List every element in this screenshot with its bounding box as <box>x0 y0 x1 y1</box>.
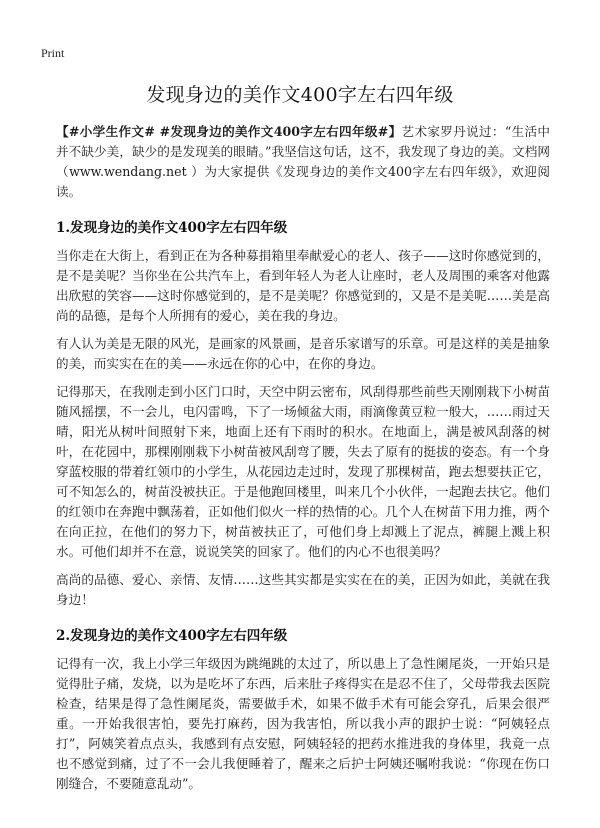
paragraph: 高尚的品德、爱心、亲情、友情……这些其实都是实实在在的美，正因为如此，美就在我身边！ <box>56 572 550 607</box>
intro-text: 艺术家罗丹说过：“生活中并不缺少美，缺少的是发现美的眼睛。”我坚信这句话，这不，我发现了身边的美。文档网（www.wendang.net ）为大家提供《发现身边的美作文400字左右四年级》，欢迎阅读。 <box>56 124 550 199</box>
section-heading-1: 1.发现身边的美作文400字左右四年级 <box>56 220 288 236</box>
paragraph: 当你走在大街上，看到正在为各种募捐箱里奉献爱心的老人、孩子——这时你感觉到的，是不是美呢？当你坐在公共汽车上，看到年轻人为老人让座时，老人及周围的乘客对他露出欣慰的笑容——这时你感觉到的，是不是美呢？你感觉到的，又是不是美呢……美是高尚的品德，是每个人所拥有的爱心，美在我的身边。 <box>56 248 550 323</box>
intro-lead: 【#小学生作文# #发现身边的美作文400字左右四年级#】 <box>56 124 402 139</box>
paragraph: 记得有一次，我上小学三年级因为跳绳跳的太过了，所以患上了急性阑尾炎，一开始只是觉得肚子痛，发烧，以为是吃坏了东西，后来肚子疼得实在是忍不住了，父母带我去医院检查，结果是得了急性阑尾炎，需要做手术，如果不做手术有可能会穿孔，后果会很严重。一开始我很害怕，要先打麻药，因为我害怕，所以我小声的跟护士说：“阿姨轻点打”，阿姨笑着点点头，我感到有点安慰，阿姨轻轻的把药水推进我的身体里，我竟一点也不感觉到痛，过了不一会儿我便睡着了，醒来之后护士阿姨还嘱咐我说：“你现在伤口刚缝合，不要随意乱动”。 <box>56 656 550 791</box>
section-heading-2: 2.发现身边的美作文400字左右四年级 <box>56 628 288 644</box>
page-title: 发现身边的美作文400字左右四年级 <box>146 84 454 106</box>
document-body <box>56 122 550 802</box>
paragraph: 有人认为美是无限的风光，是画家的风景画，是音乐家谱写的乐章。可是这样的美是抽象的美，而实实在在的美——永远在你的心中，在你的身边。 <box>56 336 550 371</box>
print-label: Print <box>41 46 65 60</box>
paragraph: 记得那天，在我刚走到小区门口时，天空中阴云密布，风刮得那些前些天刚刚栽下小树苗随风摇摆，不一会儿，电闪雷鸣，下了一场倾盆大雨，雨滴像黄豆粒一般大，……雨过天晴，阳光从树叶间照射下来，地面上还有下雨时的积水。在地面上，满是被风刮落的树叶，在花园中，那棵刚刚栽下小树苗被风刮弯了腰，失去了原有的挺拔的姿态。有一个身穿蓝校服的带着红领巾的小学生，从花园边走过时，发现了那棵树苗，跑去想要扶正它，可不知怎么的，树苗没被扶正。于是他跑回楼里，叫来几个小伙伴，一起跑去扶它。他们的红领巾在奔跑中飘荡着，正如他们似火一样的热情的心。几个人在树苗下用力推，两个在向正拉，在他们的努力下，树苗被扶正了，可他们身上却溅上了泥点，裤腿上溅上积水。可他们却并不在意，说说笑笑的回家了。他们的内心不也很美吗？ <box>56 384 550 559</box>
intro-paragraph <box>56 122 550 202</box>
